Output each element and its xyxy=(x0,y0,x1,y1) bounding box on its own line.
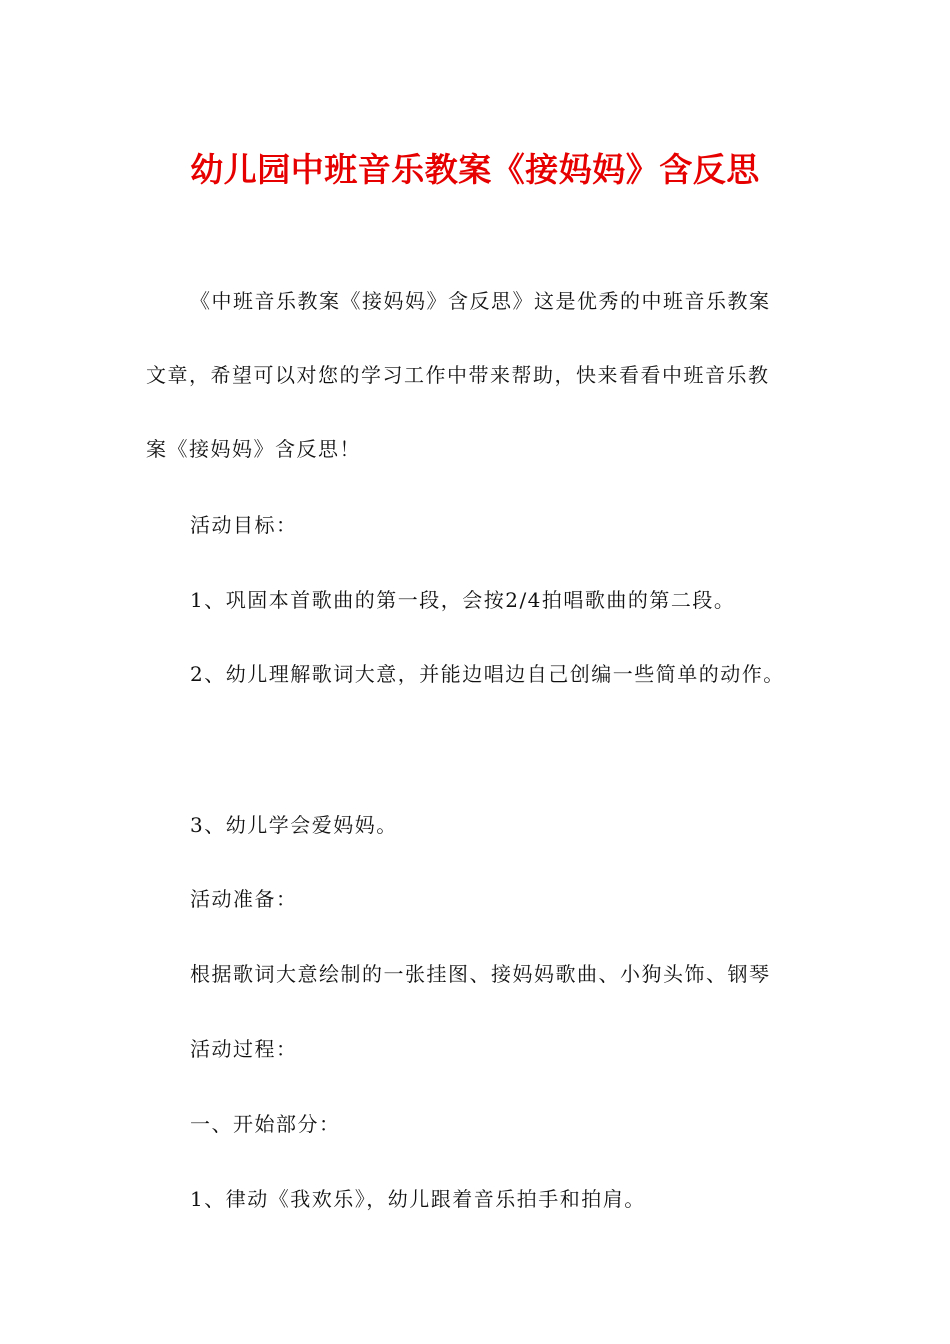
document-title: 幼儿园中班音乐教案《接妈妈》含反思 xyxy=(190,150,760,189)
intro-line-3: 案《接妈妈》含反思！ xyxy=(146,437,361,461)
objectives-heading: 活动目标： xyxy=(190,513,298,537)
section-one-item: 1、律动《我欢乐》，幼儿跟着音乐拍手和拍肩。 xyxy=(190,1187,646,1211)
objective-item-3: 3、幼儿学会爱妈妈。 xyxy=(190,813,398,837)
intro-line-1: 《中班音乐教案《接妈妈》含反思》这是优秀的中班音乐教案 xyxy=(190,289,771,313)
objective-item-2: 2、幼儿理解歌词大意，并能边唱边自己创编一些简单的动作。 xyxy=(190,662,785,686)
intro-line-2: 文章，希望可以对您的学习工作中带来帮助，快来看看中班音乐教 xyxy=(146,363,770,387)
preparation-heading: 活动准备： xyxy=(190,887,298,911)
process-heading: 活动过程： xyxy=(190,1037,298,1061)
preparation-text: 根据歌词大意绘制的一张挂图、接妈妈歌曲、小狗头饰、钢琴 xyxy=(190,962,771,986)
section-one-heading: 一、开始部分： xyxy=(190,1112,341,1136)
objective-item-1: 1、巩固本首歌曲的第一段，会按2/4拍唱歌曲的第二段。 xyxy=(190,588,736,612)
